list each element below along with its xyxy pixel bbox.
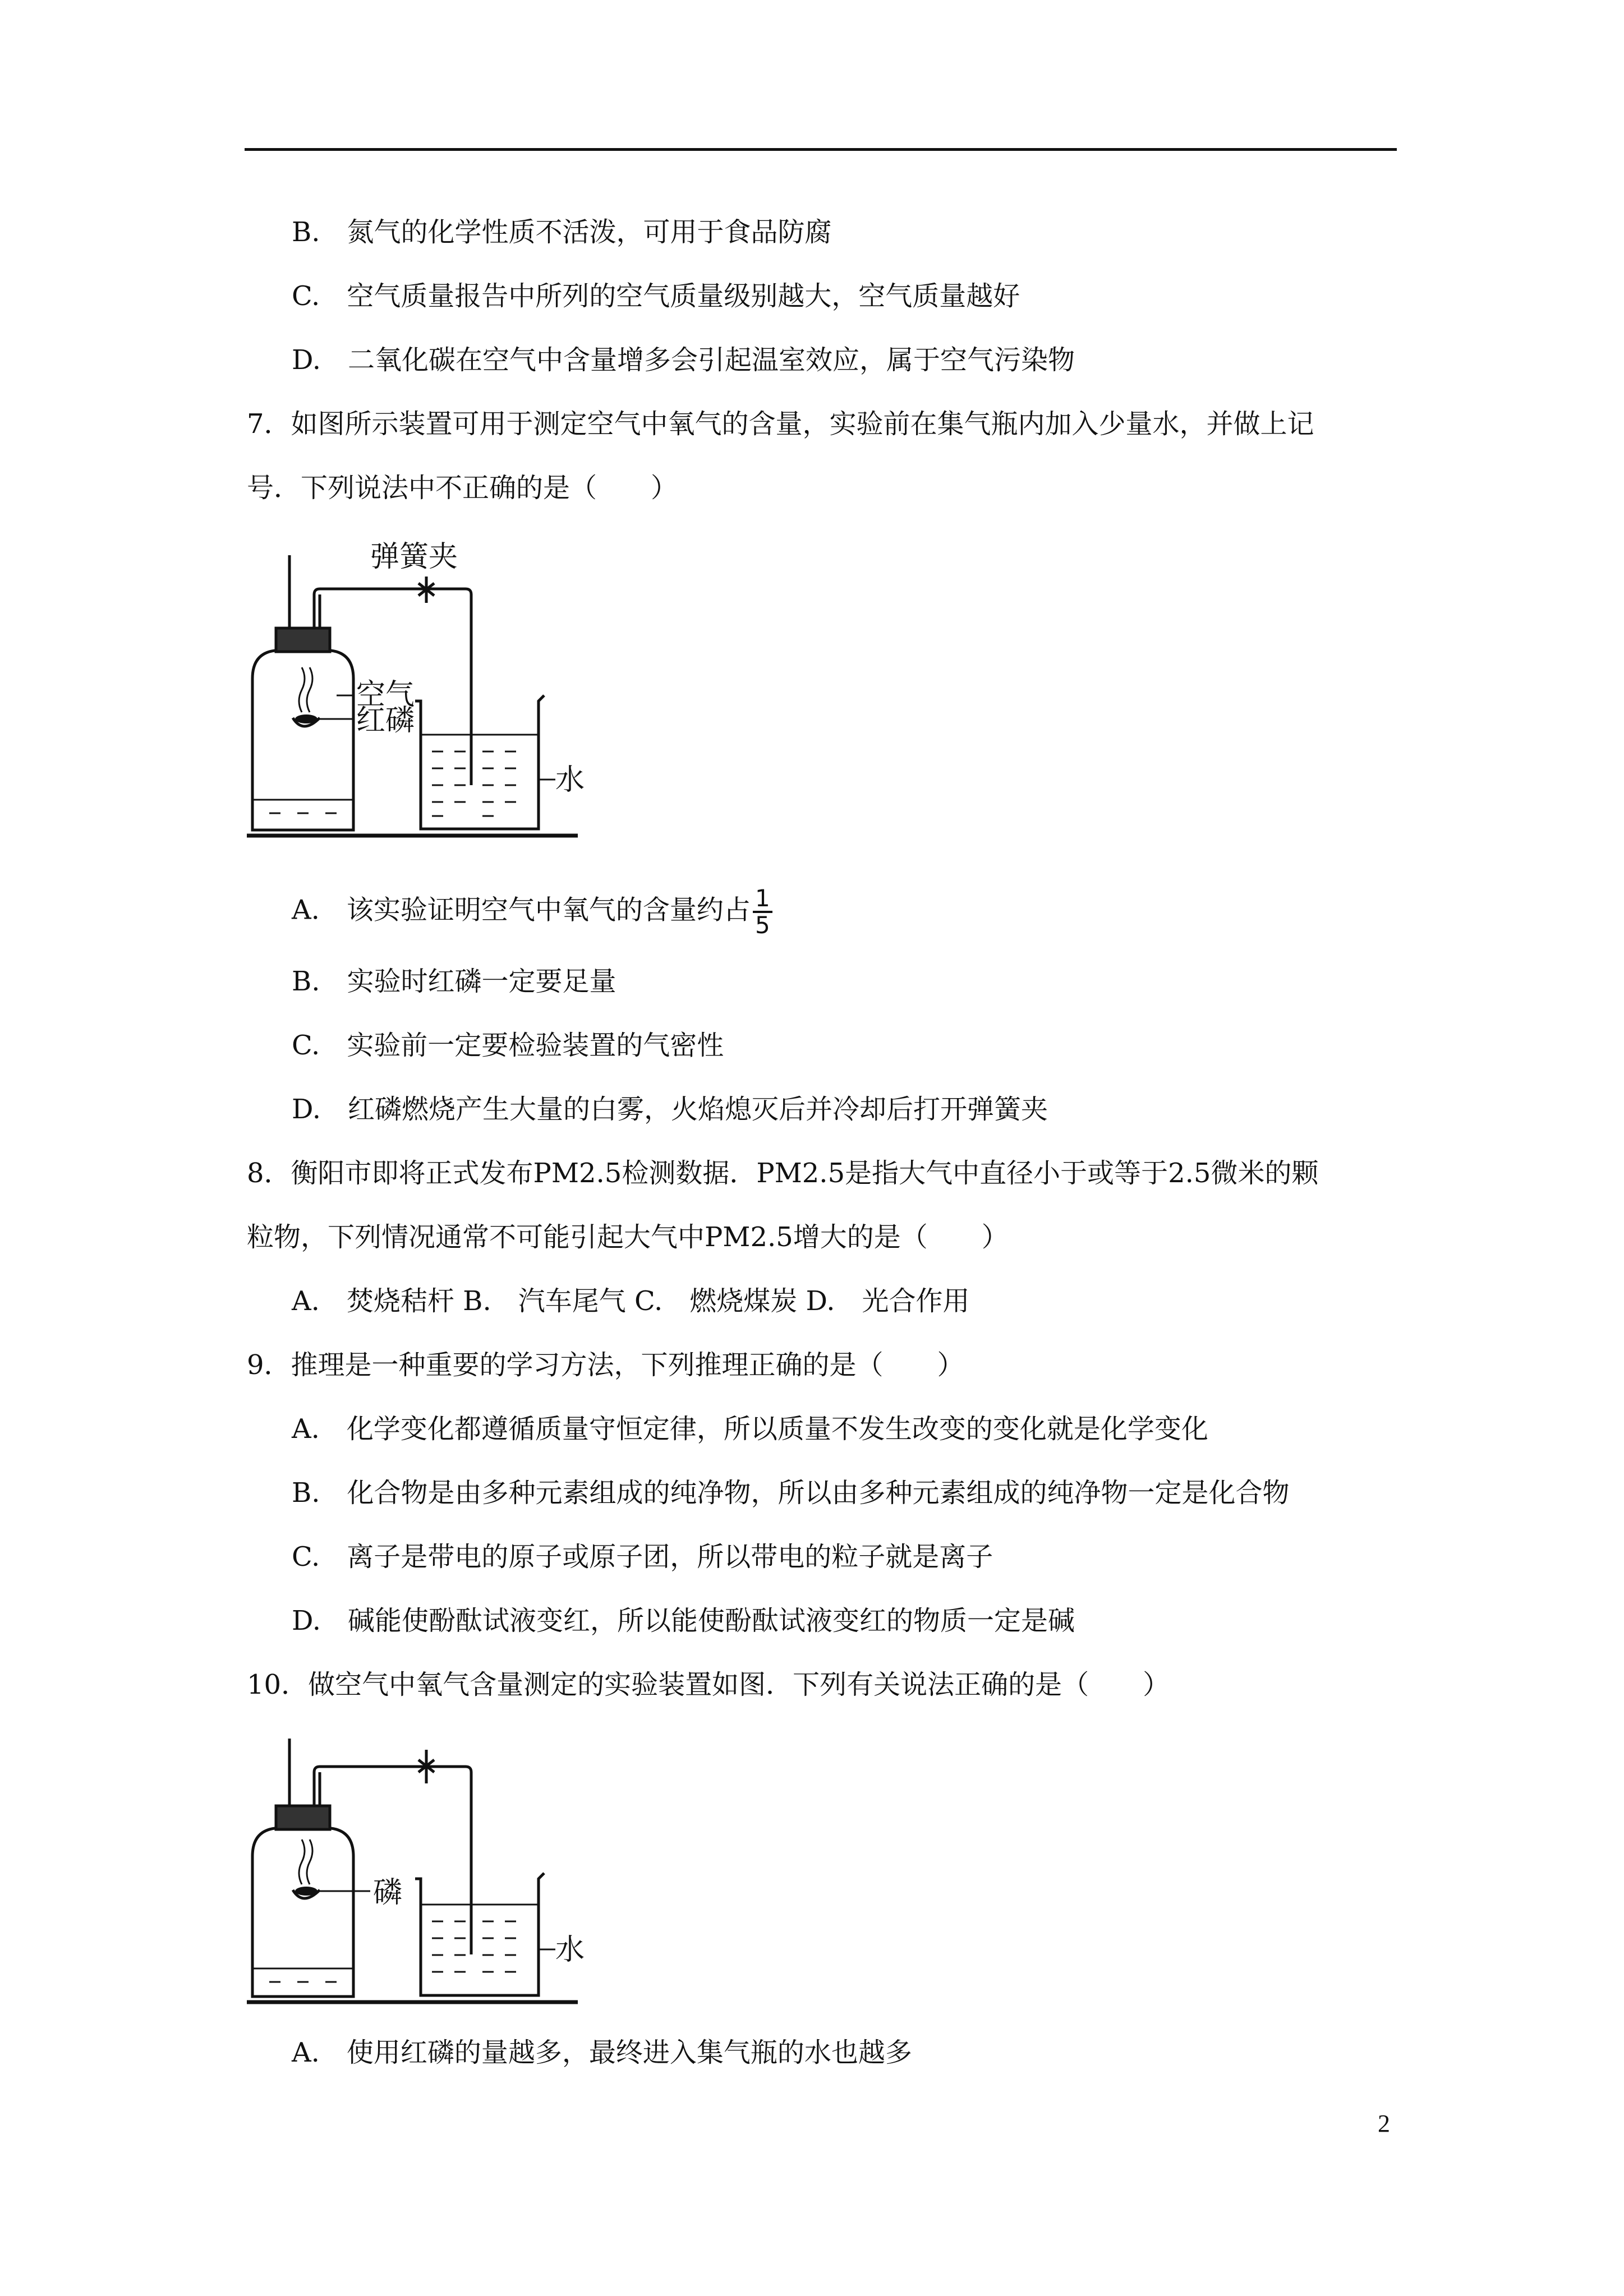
label-water: 水: [555, 763, 585, 797]
q7-option-a-text: A. 该实验证明空气中氧气的含量约占: [292, 894, 751, 926]
label-red-phosphorus: 红磷: [356, 704, 415, 737]
q6-option-d: D. 二氧化碳在空气中含量增多会引起温室效应，属于空气污染物: [292, 344, 1075, 376]
q9-option-b: B. 化合物是由多种元素组成的纯净物，所以由多种元素组成的纯净物一定是化合物: [292, 1477, 1290, 1509]
label-water: 水: [555, 1933, 585, 1967]
label-phosphorus: 磷: [373, 1876, 403, 1910]
q6-option-b: B. 氮气的化学性质不活泼，可用于食品防腐: [292, 216, 832, 248]
header-rule: [245, 148, 1397, 151]
label-air: 空气: [356, 678, 415, 712]
q7-apparatus-figure: [241, 533, 606, 847]
fraction-one-fifth: [753, 886, 772, 938]
q10-stem: 10．做空气中氧气含量测定的实验装置如图．下列有关说法正确的是（ ）: [247, 1669, 1170, 1700]
q7-option-b: B. 实验时红磷一定要足量: [292, 966, 617, 997]
q8-options: A. 焚烧秸杆 B. 汽车尾气 C. 燃烧煤炭 D. 光合作用: [292, 1285, 970, 1317]
q7-option-a: [292, 886, 772, 938]
q9-option-a: A. 化学变化都遵循质量守恒定律，所以质量不发生改变的变化就是化学变化: [292, 1413, 1208, 1445]
page-number: 2: [1378, 2110, 1390, 2137]
q7-stem-line2: 号．下列说法中不正确的是（ ）: [247, 472, 678, 504]
q8-stem-line1: 8．衡阳市即将正式发布PM2.5检测数据．PM2.5是指大气中直径小于或等于2.5微米的颗: [247, 1158, 1319, 1189]
q10-option-a: A. 使用红磷的量越多，最终进入集气瓶的水也越多: [292, 2037, 912, 2068]
q9-stem: 9．推理是一种重要的学习方法，下列推理正确的是（ ）: [247, 1349, 964, 1381]
label-spring-clamp: 弹簧夹: [370, 540, 458, 574]
fraction-numerator: 1: [753, 886, 772, 913]
q6-option-c: C. 空气质量报告中所列的空气质量级别越大，空气质量越好: [292, 280, 1020, 312]
fraction-denominator: 5: [755, 911, 770, 939]
q8-stem-line2: 粒物，下列情况通常不可能引起大气中PM2.5增大的是（ ）: [247, 1221, 1009, 1253]
q9-option-d: D. 碱能使酚酞试液变红，所以能使酚酞试液变红的物质一定是碱: [292, 1605, 1075, 1636]
q9-option-c: C. 离子是带电的原子或原子团，所以带电的粒子就是离子: [292, 1541, 993, 1573]
q7-option-c: C. 实验前一定要检验装置的气密性: [292, 1030, 724, 1061]
q7-stem-line1: 7．如图所示装置可用于测定空气中氧气的含量，实验前在集气瓶内加入少量水，并做上记: [247, 408, 1314, 440]
q10-apparatus-figure: [241, 1733, 606, 2013]
q7-option-d: D. 红磷燃烧产生大量的白雾，火焰熄灭后并冷却后打开弹簧夹: [292, 1094, 1048, 1125]
